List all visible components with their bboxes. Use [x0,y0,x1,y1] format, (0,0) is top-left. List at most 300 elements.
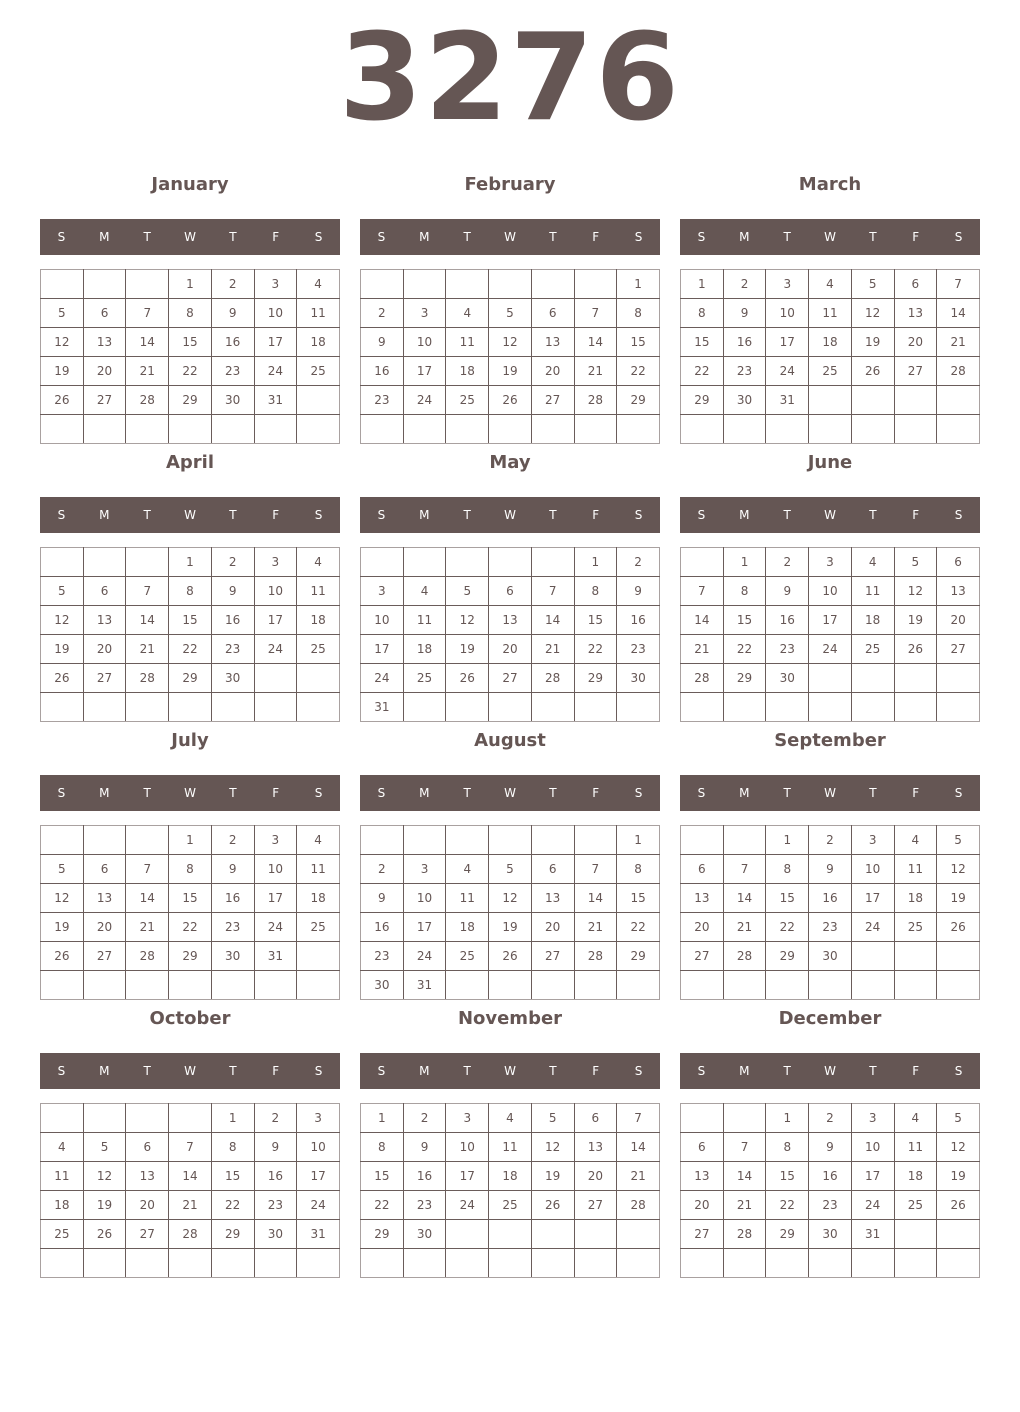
weekday-label: T [869,786,877,800]
weekday-label: T [143,230,151,244]
day-cell: 2 [403,1104,446,1133]
day-cell [361,548,404,577]
day-cell: 3 [851,826,894,855]
day-cell [809,971,852,1000]
day-cell: 21 [723,913,766,942]
day-cell: 16 [723,328,766,357]
weekday-label: W [824,230,836,244]
weekday-label: M [419,508,430,522]
day-cell: 6 [531,855,574,884]
day-cell: 23 [723,357,766,386]
week-row [681,415,980,444]
day-cell: 18 [297,884,340,913]
month-title: July [171,730,209,751]
day-cell: 4 [297,270,340,299]
day-cell: 20 [937,606,980,635]
day-cell [531,1220,574,1249]
day-cell: 19 [851,328,894,357]
day-cell: 18 [851,606,894,635]
day-cell: 10 [851,855,894,884]
day-cell: 27 [937,635,980,664]
day-cell [297,386,340,415]
day-cell [83,826,126,855]
day-cell: 1 [361,1104,404,1133]
day-cell [41,270,84,299]
day-cell [169,415,212,444]
weekday-label: M [739,786,750,800]
day-cell: 20 [531,913,574,942]
day-cell [126,1249,169,1278]
day-cell: 29 [766,942,809,971]
day-cell [403,415,446,444]
week-row [681,548,980,577]
day-cell: 12 [83,1162,126,1191]
day-cell [531,548,574,577]
day-cell: 23 [211,913,254,942]
day-cell: 13 [937,577,980,606]
day-cell: 7 [126,299,169,328]
day-cell [211,415,254,444]
weekday-label: T [549,786,557,800]
weekday-header [680,1053,980,1089]
weekday-label: S [314,786,323,800]
day-cell: 29 [211,1220,254,1249]
week-row [681,826,980,855]
day-cell [766,971,809,1000]
day-cell: 20 [894,328,937,357]
day-cell: 7 [126,855,169,884]
weekday-label: T [549,1064,557,1078]
day-cell: 4 [809,270,852,299]
day-cell: 7 [574,299,617,328]
day-grid [680,547,980,722]
day-cell: 30 [403,1220,446,1249]
day-cell [211,693,254,722]
day-cell [894,664,937,693]
day-cell [254,971,297,1000]
day-grid [680,269,980,444]
day-cell [937,971,980,1000]
day-cell: 11 [894,1133,937,1162]
day-cell: 1 [617,826,660,855]
weekday-label: T [229,786,237,800]
day-cell: 8 [617,299,660,328]
week-row [41,1191,340,1220]
weekday-label: W [184,508,196,522]
day-cell: 13 [83,606,126,635]
weekday-label: S [57,1064,66,1078]
day-cell: 22 [169,913,212,942]
day-cell: 31 [403,971,446,1000]
day-cell: 4 [297,826,340,855]
day-cell: 8 [574,577,617,606]
day-cell [489,826,532,855]
day-cell [83,270,126,299]
day-cell: 10 [403,328,446,357]
day-cell: 18 [894,884,937,913]
day-cell: 12 [937,855,980,884]
day-cell: 24 [403,386,446,415]
day-cell [617,693,660,722]
weekday-label: M [419,1064,430,1078]
day-cell [617,1220,660,1249]
day-cell: 21 [126,357,169,386]
weekday-label: S [954,508,963,522]
day-cell [126,693,169,722]
month-title: May [489,452,531,473]
week-row [681,664,980,693]
day-cell: 15 [169,884,212,913]
day-cell [83,415,126,444]
week-row [361,270,660,299]
week-row [361,693,660,722]
day-cell [851,971,894,1000]
weekday-label: S [697,508,706,522]
day-cell: 12 [937,1133,980,1162]
day-cell: 16 [211,328,254,357]
day-cell [531,971,574,1000]
day-cell: 18 [403,635,446,664]
weekday-header [40,219,340,255]
weekday-label: S [697,1064,706,1078]
day-cell: 7 [574,855,617,884]
day-cell: 20 [531,357,574,386]
weekday-label: S [314,230,323,244]
weekday-label: S [697,786,706,800]
day-cell: 21 [937,328,980,357]
day-cell: 30 [361,971,404,1000]
week-row [681,855,980,884]
day-cell: 26 [851,357,894,386]
day-cell: 26 [937,1191,980,1220]
day-cell [723,1104,766,1133]
day-cell [41,415,84,444]
weekday-header [40,1053,340,1089]
day-cell: 30 [254,1220,297,1249]
day-cell: 3 [403,299,446,328]
day-cell: 14 [574,884,617,913]
day-grid [360,1103,660,1278]
day-cell [446,1220,489,1249]
week-row [41,1162,340,1191]
day-cell [937,1220,980,1249]
weekday-header [360,775,660,811]
day-cell [681,548,724,577]
day-grid [40,547,340,722]
week-row [41,664,340,693]
week-row [681,328,980,357]
week-row [361,884,660,913]
day-cell: 27 [531,386,574,415]
day-cell: 25 [446,942,489,971]
day-cell [617,971,660,1000]
weekday-label: W [824,786,836,800]
day-cell: 25 [297,635,340,664]
day-cell: 15 [169,328,212,357]
week-row [41,1133,340,1162]
day-cell: 28 [723,942,766,971]
day-cell: 11 [41,1162,84,1191]
day-cell [723,971,766,1000]
day-cell: 9 [211,299,254,328]
day-cell: 27 [531,942,574,971]
day-cell: 9 [809,1133,852,1162]
day-cell: 1 [211,1104,254,1133]
day-cell: 14 [617,1133,660,1162]
day-cell [531,415,574,444]
weekday-label: T [869,508,877,522]
day-cell: 12 [489,328,532,357]
day-cell: 23 [403,1191,446,1220]
day-cell [126,548,169,577]
day-cell: 7 [681,577,724,606]
day-cell: 10 [254,577,297,606]
day-cell: 4 [446,855,489,884]
day-cell: 7 [937,270,980,299]
day-cell: 2 [617,548,660,577]
day-cell: 16 [361,913,404,942]
day-cell [41,971,84,1000]
day-cell: 10 [254,855,297,884]
day-cell: 3 [446,1104,489,1133]
day-cell: 14 [723,884,766,913]
day-cell: 25 [446,386,489,415]
weekday-label: M [739,230,750,244]
day-cell: 3 [851,1104,894,1133]
weekday-label: T [463,230,471,244]
day-cell [297,664,340,693]
day-cell [489,548,532,577]
day-cell: 5 [41,855,84,884]
day-cell: 28 [126,664,169,693]
week-row [361,826,660,855]
week-row [41,548,340,577]
weekday-label: W [504,508,516,522]
day-cell [531,1249,574,1278]
week-row [361,855,660,884]
day-cell [681,415,724,444]
day-cell: 29 [361,1220,404,1249]
day-cell: 4 [489,1104,532,1133]
weekday-label: T [549,230,557,244]
weekday-label: S [377,786,386,800]
day-cell [681,1249,724,1278]
day-cell: 4 [851,548,894,577]
week-row [41,577,340,606]
day-cell: 28 [723,1220,766,1249]
day-cell [211,971,254,1000]
month-title: December [778,1008,882,1029]
day-cell: 11 [809,299,852,328]
day-cell [169,1104,212,1133]
day-cell: 8 [361,1133,404,1162]
day-cell [894,693,937,722]
day-cell [574,415,617,444]
week-row [41,1249,340,1278]
day-cell: 8 [169,577,212,606]
day-cell: 28 [126,942,169,971]
day-cell: 29 [723,664,766,693]
day-cell [297,415,340,444]
day-cell: 6 [531,299,574,328]
weekday-label: W [184,786,196,800]
day-cell: 19 [83,1191,126,1220]
day-cell: 8 [169,299,212,328]
day-cell: 14 [723,1162,766,1191]
week-row [361,1220,660,1249]
day-cell: 23 [254,1191,297,1220]
day-cell: 29 [574,664,617,693]
weekday-label: S [697,230,706,244]
day-cell: 5 [937,1104,980,1133]
day-cell: 2 [211,270,254,299]
day-cell: 8 [681,299,724,328]
day-cell: 14 [126,606,169,635]
weekday-label: T [783,230,791,244]
weekday-label: S [954,1064,963,1078]
day-cell [361,415,404,444]
day-cell: 2 [361,299,404,328]
day-cell: 4 [894,1104,937,1133]
week-row [361,299,660,328]
day-cell: 5 [894,548,937,577]
day-cell: 24 [361,664,404,693]
day-cell: 20 [574,1162,617,1191]
weekday-label: F [912,230,920,244]
day-grid [40,1103,340,1278]
day-cell: 18 [894,1162,937,1191]
weekday-label: T [869,1064,877,1078]
day-cell: 15 [211,1162,254,1191]
day-cell: 23 [211,635,254,664]
weekday-label: F [272,1064,280,1078]
day-cell: 26 [41,386,84,415]
week-row [361,1133,660,1162]
day-cell [83,693,126,722]
weekday-label: M [419,786,430,800]
day-cell: 29 [617,942,660,971]
day-cell [851,386,894,415]
day-cell: 7 [617,1104,660,1133]
week-row [41,942,340,971]
day-cell: 28 [937,357,980,386]
day-cell: 27 [83,942,126,971]
day-cell: 29 [169,664,212,693]
weekday-label: T [463,1064,471,1078]
day-cell: 8 [169,855,212,884]
day-cell: 20 [83,913,126,942]
day-cell: 26 [446,664,489,693]
day-cell: 11 [297,299,340,328]
day-cell: 30 [766,664,809,693]
day-cell: 15 [617,884,660,913]
week-row [361,328,660,357]
day-cell [531,826,574,855]
day-grid [360,547,660,722]
day-cell: 17 [297,1162,340,1191]
weekday-label: S [57,786,66,800]
week-row [361,1104,660,1133]
day-cell: 11 [297,855,340,884]
day-cell [211,1249,254,1278]
day-cell: 14 [126,328,169,357]
day-cell [446,270,489,299]
weekday-label: S [954,786,963,800]
weekday-label: F [592,786,600,800]
day-cell: 9 [403,1133,446,1162]
week-row [361,386,660,415]
day-cell [809,415,852,444]
day-cell [766,1249,809,1278]
day-cell: 5 [851,270,894,299]
day-cell: 19 [937,1162,980,1191]
month-title: September [774,730,886,751]
day-cell: 4 [297,548,340,577]
day-cell: 28 [681,664,724,693]
day-cell: 27 [126,1220,169,1249]
day-cell: 28 [531,664,574,693]
day-cell [809,664,852,693]
day-cell: 25 [894,913,937,942]
day-cell: 11 [446,884,489,913]
day-cell: 23 [766,635,809,664]
day-cell: 6 [83,299,126,328]
day-cell [489,1249,532,1278]
day-cell: 20 [83,635,126,664]
month-title: February [464,174,556,195]
weekday-label: S [377,508,386,522]
weekday-label: W [504,786,516,800]
day-cell: 7 [169,1133,212,1162]
day-cell: 16 [211,606,254,635]
day-cell: 12 [41,884,84,913]
day-cell: 16 [766,606,809,635]
day-cell [723,826,766,855]
day-cell [574,826,617,855]
day-cell [254,664,297,693]
weekday-header [360,219,660,255]
day-cell: 5 [41,299,84,328]
day-cell: 22 [766,1191,809,1220]
day-cell [41,548,84,577]
day-cell: 31 [297,1220,340,1249]
week-row [41,913,340,942]
day-cell [937,386,980,415]
day-cell [489,270,532,299]
day-cell: 17 [851,884,894,913]
day-cell: 29 [169,386,212,415]
day-cell: 21 [574,357,617,386]
weekday-header [40,775,340,811]
day-cell: 17 [254,328,297,357]
weekday-label: T [143,1064,151,1078]
day-cell [41,1249,84,1278]
week-row [681,299,980,328]
day-cell: 18 [41,1191,84,1220]
day-cell: 12 [489,884,532,913]
day-cell: 24 [809,635,852,664]
day-cell: 23 [809,913,852,942]
day-cell: 19 [41,357,84,386]
week-row [361,664,660,693]
day-cell: 24 [766,357,809,386]
day-grid [360,825,660,1000]
day-cell: 6 [83,855,126,884]
week-row [681,1133,980,1162]
week-row [681,942,980,971]
day-cell: 17 [851,1162,894,1191]
week-row [41,826,340,855]
